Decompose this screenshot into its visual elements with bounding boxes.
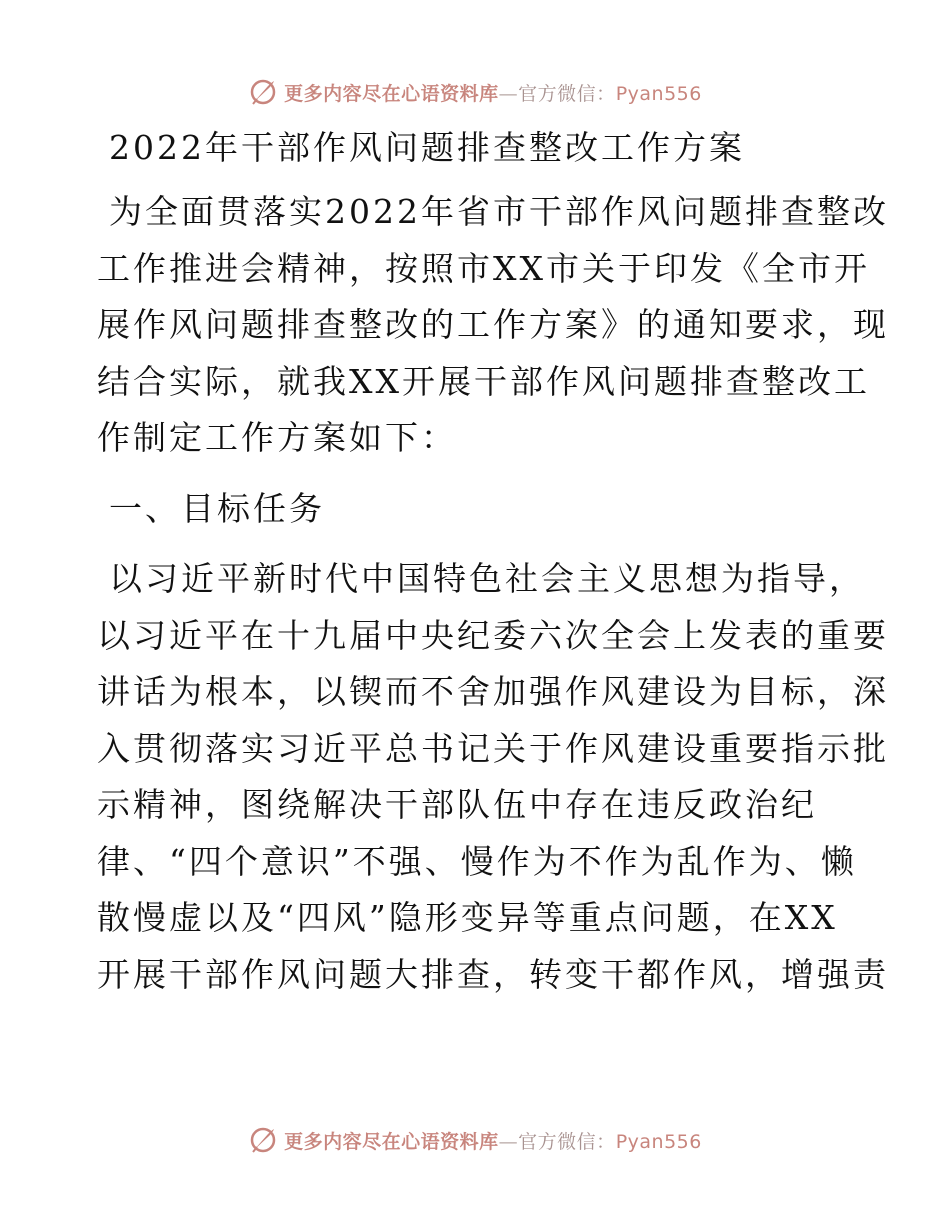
- text-line: 为全面贯落实2022年省市干部作风问题排查整改: [109, 192, 889, 231]
- text-line: 以习近平新时代中国特色社会主义思想为指导，: [109, 559, 865, 598]
- watermark-text: 更多内容尽在心语资料库—官方微信：Pyan556: [284, 82, 702, 105]
- text-line: 展作风问题排查整改的工作方案》的通知要求，现: [97, 305, 889, 344]
- document-body: [97, 120, 889, 1017]
- text-line: 工作推进会精神，按照市XX市关于印发《全市开: [97, 248, 870, 288]
- text-line: 结合实际，就我XX开展干部作风问题排查整改工: [97, 361, 870, 401]
- text-line: 律、“四个意识”不强、慢作为不作为乱作为、懒: [97, 841, 857, 881]
- text-line: 入贯彻落实习近平总书记关于作风建设重要指示批: [97, 728, 889, 768]
- section-heading: 一、目标任务: [109, 488, 325, 528]
- text-line: 讲话为根本，以锲而不舍加强作风建设为目标，深: [97, 672, 889, 711]
- paragraph-goals: [97, 551, 889, 1003]
- feather-pen-logo-icon: [248, 1125, 278, 1155]
- watermark-text: 更多内容尽在心语资料库—官方微信：Pyan556: [284, 1130, 702, 1153]
- text-line: 作制定工作方案如下：: [97, 418, 457, 457]
- section-heading-goals: [97, 481, 857, 538]
- footer-watermark: [0, 1120, 950, 1160]
- text-line: 散慢虚以及“四风”隐形变异等重点问题，在XX: [97, 898, 838, 937]
- text-line: 以习近平在十九届中央纪委六次全会上发表的重要: [97, 615, 889, 655]
- feather-pen-logo-icon: [248, 77, 278, 107]
- text-line: 示精神，图绕解决干部队伍中存在违反政治纪: [97, 785, 817, 824]
- header-watermark: [0, 72, 950, 112]
- paragraph-intro: [97, 184, 889, 467]
- text-line: 开展干部作风问题大排查，转变干都作风，增强责: [97, 954, 889, 994]
- document-title: 2022年干部作风问题排查整改工作方案: [109, 128, 745, 167]
